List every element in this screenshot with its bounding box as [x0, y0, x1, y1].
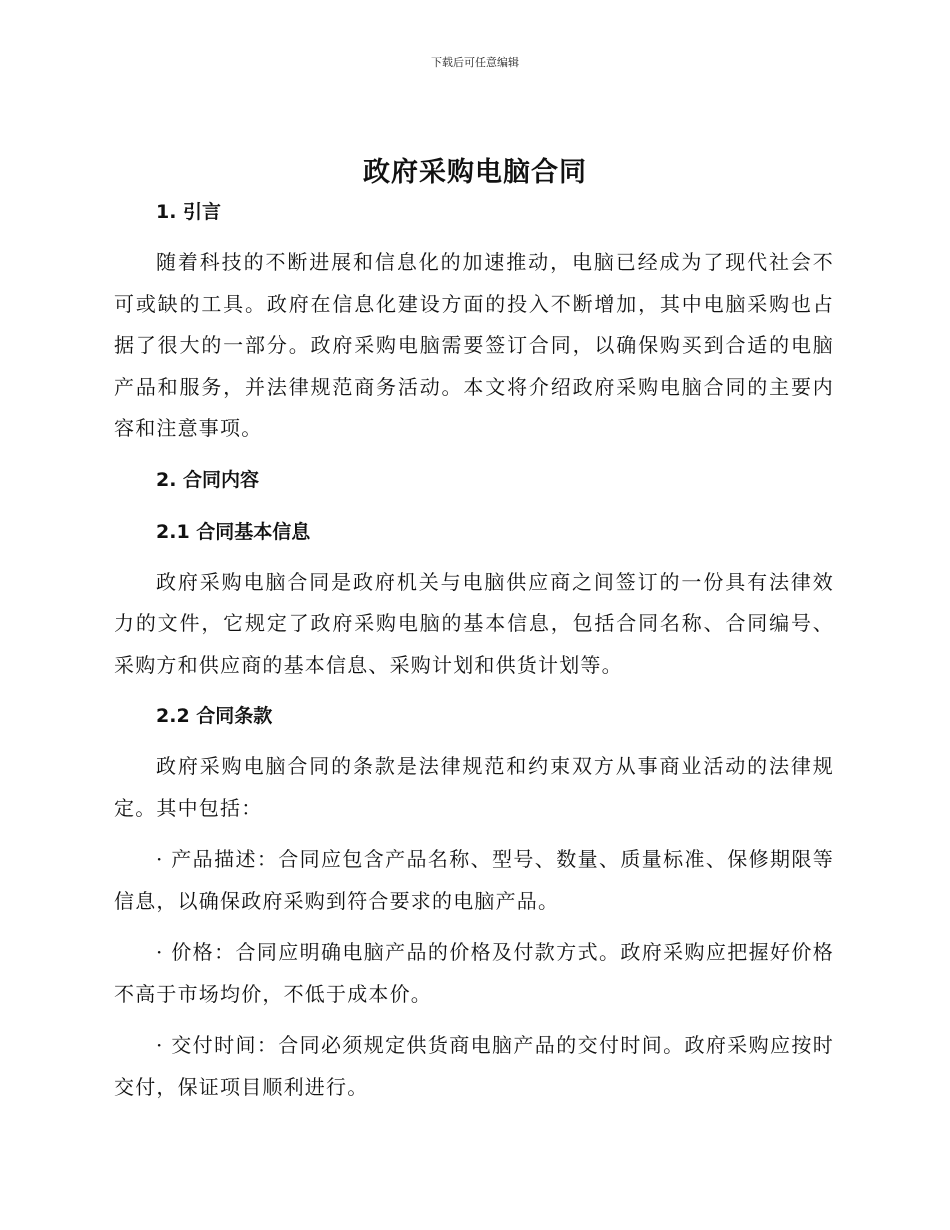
bullet-delivery-time: · 交付时间：合同必须规定供货商电脑产品的交付时间。政府采购应按时交付，保证项目顺利进行。 [114, 1033, 834, 1099]
document-title: 政府采购电脑合同 [363, 157, 587, 188]
section-heading-contract-content: 2. 合同内容 [156, 468, 260, 491]
section-heading-intro: 1. 引言 [156, 201, 222, 223]
bullet-product-description: · 产品描述：合同应包含产品名称、型号、数量、质量标准、保修期限等信息，以确保政府采购到符合要求的电脑产品。 [114, 847, 834, 913]
contract-terms-paragraph: 政府采购电脑合同的条款是法律规范和约束双方从事商业活动的法律规定。其中包括： [114, 754, 834, 820]
section-heading-basic-info: 2.1 合同基本信息 [156, 520, 311, 543]
bullet-price: · 价格：合同应明确电脑产品的价格及付款方式。政府采购应把握好价格不高于市场均价，不低于成本价。 [114, 940, 834, 1006]
intro-paragraph: 随着科技的不断进展和信息化的加速推动，电脑已经成为了现代社会不可或缺的工具。政府在信息化建设方面的投入不断增加，其中电脑采购也占据了很大的一部分。政府采购电脑需要签订合同，以确保购买到合适的电脑产品和服务，并法律规范商务活动。本文将介绍政府采购电脑合同的主要内容和注意事项。 [114, 250, 834, 440]
basic-info-paragraph: 政府采购电脑合同是政府机关与电脑供应商之间签订的一份具有法律效力的文件，它规定了政府采购电脑的基本信息，包括合同名称、合同编号、采购方和供应商的基本信息、采购计划和供货计划等。 [114, 569, 834, 677]
header-note: 下载后可任意编辑 [431, 56, 519, 69]
document-body [114, 192, 834, 1108]
section-heading-contract-terms: 2.2 合同条款 [156, 705, 273, 727]
